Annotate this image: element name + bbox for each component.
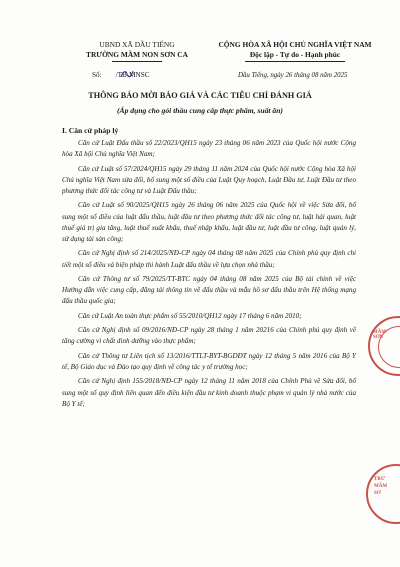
legal-basis-paragraph: Căn cứ Thông tư Liên tịch số 13/2016/TTLT-BYT-BGDĐT ngày 12 tháng 5 năm 2016 của Bộ Y tế, Bộ Giáo dục và Đào tạo quy định về công tác y tế trường học; xyxy=(62,351,356,371)
legal-basis-paragraph: Căn cứ Luật An toàn thực phẩm số 55/2010/QH12 ngày 17 tháng 6 năm 2010; xyxy=(78,311,302,320)
school-name: TRƯỜNG MẦM NON SƠN CA xyxy=(86,50,188,59)
national-motto: Độc lập - Tự do - Hạnh phúc xyxy=(249,50,341,59)
legal-basis-list xyxy=(62,138,356,413)
nation-name: CỘNG HÒA XÃ HỘI CHỦ NGHĨA VIỆT NAM xyxy=(218,40,372,49)
legal-basis-paragraph: Căn cứ Nghị định số 214/2025/NĐ-CP ngày 04 tháng 08 năm 2025 của Chính phủ quy định chi tiết một số điều và biện pháp thi hành Luật đấu thầu về lựa chọn nhà thầu; xyxy=(62,249,356,269)
doc-number-prefix: Số: xyxy=(92,71,102,79)
handwritten-number-mark xyxy=(120,69,134,79)
doc-number-suffix: /TB-MNSC xyxy=(115,71,150,79)
agency-name: UBND XÃ DẦU TIẾNG xyxy=(99,40,175,49)
section-heading: I. Căn cứ pháp lý xyxy=(62,126,119,135)
official-seal xyxy=(368,316,400,376)
issuer-underline xyxy=(112,61,162,62)
official-seal-lower xyxy=(366,464,400,524)
motto-underline xyxy=(245,61,345,62)
seal-fragment: MẦM SƠN xyxy=(373,330,387,340)
legal-basis-paragraph: Căn cứ Luật Đấu thầu số 22/2023/QH15 ngày 23 tháng 06 năm 2023 của Quốc hội nước Cộng hòa Xã hội Chủ nghĩa Việt Nam; xyxy=(62,139,356,159)
seal-fragment: TRƯ MẦM SƠ xyxy=(374,477,388,496)
legal-basis-paragraph: Căn cứ Thông tư số 79/2025/TT-BTC ngày 04 tháng 08 năm 2025 của Bộ tài chính về việc Hướng dẫn việc cung cấp, đăng tải thông tin về đấu thầu và mẫu hồ sơ đấu thầu trên Hệ thống mạng đấu thầu quốc gia; xyxy=(62,274,356,306)
legal-basis-paragraph: Căn cứ Nghị định số 09/2016/NĐ-CP ngày 28 tháng 1 năm 20216 của Chính phủ quy định về tăng cường vi chất dinh dưỡng vào thực phẩm; xyxy=(62,326,356,346)
issue-date: Dầu Tiếng, ngày 26 tháng 08 năm 2025 xyxy=(238,72,348,79)
page-subtitle: (Áp dụng cho gói thầu cung cấp thực phẩm, suất ăn) xyxy=(117,106,283,115)
legal-basis-paragraph: Căn cứ Luật số 57/2024/QH15 ngày 29 tháng 11 năm 2024 của Quốc hội nước Cộng hòa Xã hội Chủ nghĩa Việt Nam sửa đổi, bổ sung một số điều của Luật Quy hoạch, Luật Đầu tư, Luật Đầu tư theo phương thức đối tác công tư và Luật Đấu thầu; xyxy=(62,164,356,195)
page-title: THÔNG BÁO MỜI BÁO GIÁ VÀ CÁC TIÊU CHÍ ĐÁNH GIÁ xyxy=(88,91,312,100)
legal-basis-paragraph: Căn cứ Nghị định 155/2018/NĐ-CP ngày 12 tháng 11 năm 2018 của Chính Phủ về Sửa đổi, bổ sung một số quy định liên quan đến điều kiện đầu tư kinh doanh thuộc phạm vi quản lý nhà nước của Bộ Y tế; xyxy=(62,377,356,408)
issuer-block xyxy=(62,40,212,62)
national-header xyxy=(200,40,390,62)
legal-basis-paragraph: Căn cứ Luật số 90/2025/QH15 ngày 26 tháng 06 năm 2025 của Quốc hội về việc Sửa đổi, bổ sung một số điều của luật đấu thầu, luật đầu tư theo phương thức đối tác công tư, luật hải quan, luật thuế giá trị gia tăng, luật thuế xuất khẩu, thuế nhập khẩu, luật đầu tư, luật đầu tư công, luật quản lý, sử dụng tài sản công; xyxy=(62,201,356,243)
